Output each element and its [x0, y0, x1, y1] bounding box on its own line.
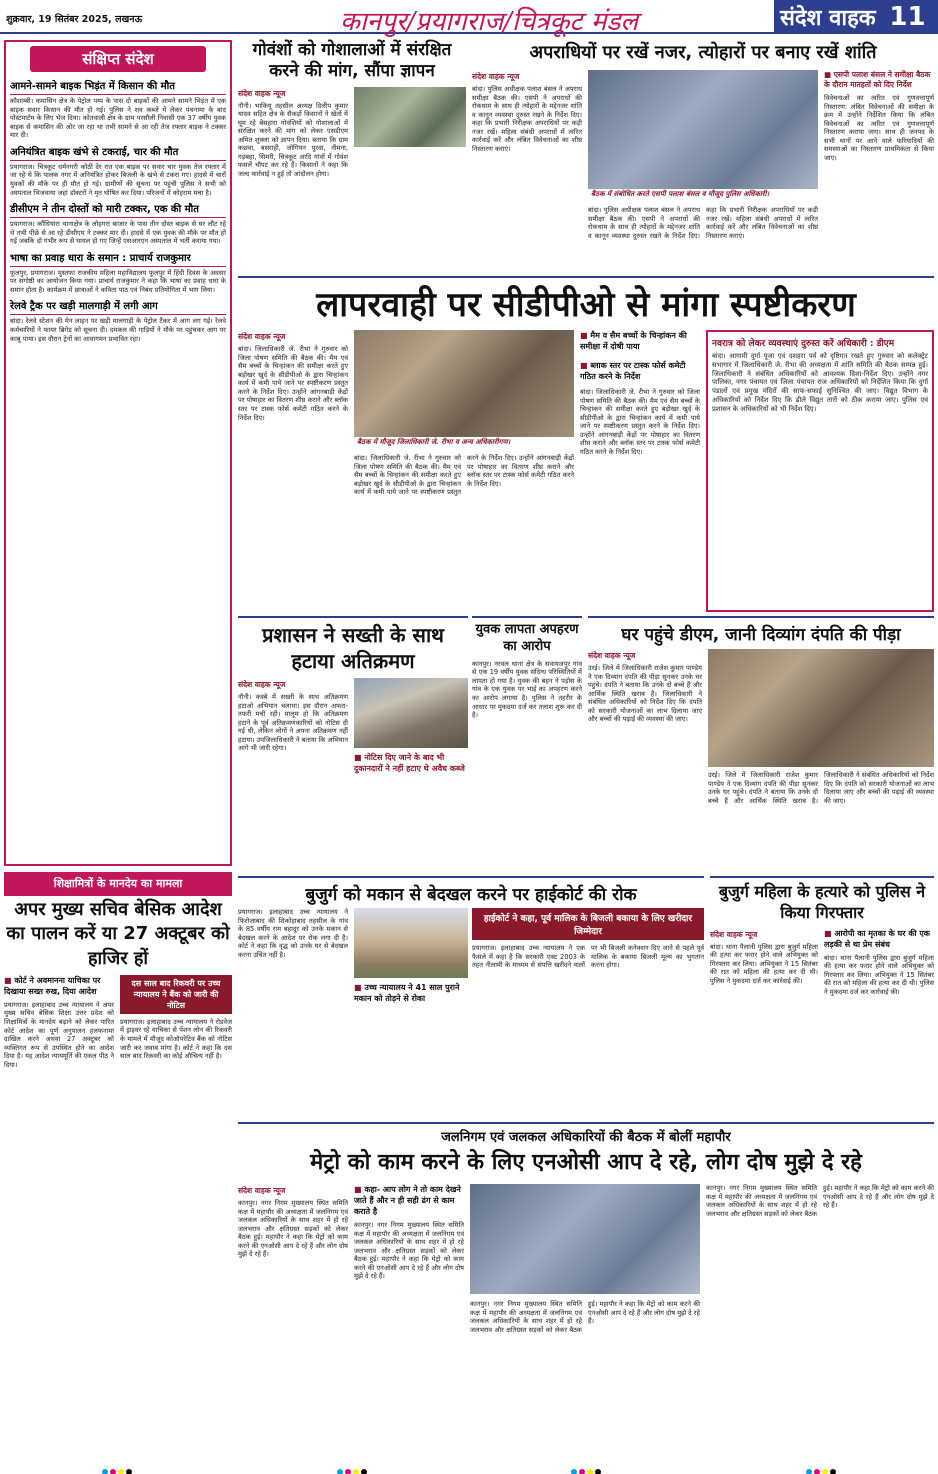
story-bullet: ■ उच्च न्यायालय ने 41 साल पुराने मकान को तोड़ने से रोका	[354, 982, 468, 1004]
color-dots	[805, 1460, 837, 1474]
brief-headline: अनियंत्रित बाइक खंभे से टकराई, चार की मौत	[10, 144, 226, 161]
story-headline: नवरात्र को लेकर व्यवस्थाएं दुरुस्त करें अधिकारी : डीएम	[712, 339, 895, 349]
story-bullet: ■ एसपी पलाश बंसल ने समीक्षा बैठक के दौरान मातहतों को दिए निर्देश	[824, 70, 934, 90]
story-kicker: जलनिगम एवं जलकल अधिकारियों की बैठक में बोलीं महापौर	[441, 1130, 731, 1145]
issue-date: शुक्रवार, 19 सितंबर 2025, लखनऊ	[6, 14, 143, 25]
brief-headline: डीसीएम ने तीन दोस्तों को मारी टक्कर, एक की मौत	[10, 201, 226, 218]
photo-caption: बैठक में संबोधित करते एसपी पलाश बंसल व मौजूद पुलिस अधिकारी।	[588, 189, 818, 200]
story-headline: युवक लापता अपहरण का आरोप	[475, 622, 579, 654]
story-side-body: विवेचनाओं का त्वरित एवं गुणवत्तापूर्ण निस्तारण: लंबित विवेचनाओं की समीक्षा के क्रम में उन्होंने निर्देशित किया कि लंबित विवेचनाओं का त्वरित एवं गुणवत्तापूर्ण निस्तारण कराया जाए। साथ ही जनपद के सभी थानों पर आने वाले फरियादियों की समस्याओं का निस्तारण प्राथमिकता से किया जाए।	[824, 94, 934, 162]
story-body: प्रयागराज। इलाहाबाद उच्च न्यायालय ने फिरोजाबाद की शिकोहाबाद तहसील के गांव के 85 वर्षीय राम बहादुर को उनके मकान से बेदखल करने के आदेश पर रोक लगा दी है। कोर्ट ने कहा कि वृद्ध को उनके घर से बेदखल करना उचित नहीं है।	[238, 908, 348, 959]
brief-body: फूलपुर, प्रयागराज। मुस्तफा राजकीय महिला महाविद्यालय फूलपुर में हिंदी दिवस के अवसर पर संगोष्ठी का आयोजन किया गया। प्राचार्य राजकुमार ने कहा कि भाषा का प्रवाह धारा के समान होता है। कार्यक्रम में छात्राओं ने कविता पाठ एवं निबंध प्रतियोगिता में भाग लिया।	[10, 268, 226, 294]
brand-name: संदेश वाहक	[780, 6, 876, 31]
story-body-continued: बांदा। थाना पैलानी पुलिस द्वारा बुजुर्ग महिला की हत्या कर फरार होने वाले अभियुक्त को गिरफ्तार कर लिया। अभियुक्त ने 15 सितंबर की रात को महिला की हत्या कर दी थी। पुलिस ने मुकदमा दर्ज कर कार्रवाई की।	[824, 953, 934, 996]
story-body-continued: कानपुर। नगर निगम मुख्यालय स्थित समिति कक्ष में महापौर की अध्यक्षता में जलनिगम एवं जलकल अधिकारियों के साथ शहर में हो रहे जलभराव और क्षतिग्रस्त सड़कों को लेकर बैठक हुई। महापौर ने कहा कि मेट्रो को काम करने की एनओसी आप दे रहे हैं और लोग दोष मुझे दे रहे हैं।	[706, 1184, 934, 1218]
story-credit: संदेश वाहक न्यूज	[238, 680, 286, 689]
story-body: बांदा। आगामी दुर्गा पूजा एवं दशहरा पर्व को दृष्टिगत रखते हुए गुरुवार को कलेक्ट्रेट सभागार में जिलाधिकारी जे. रीभा की अध्यक्षता में शांति समिति की बैठक सम्पन्न हुई। जिलाधिकारी ने संबंधित अधिकारियों को आवश्यक दिशा-निर्देश दिए। उन्होंने नगर पालिका, नगर पंचायत एवं जिला पंचायत राज अधिकारियों को निर्देशित किया कि दुर्गा पंडालों एवं प्रमुख मंदिरों की साफ-सफाई सुनिश्चित की जाए। विद्युत विभाग के अधिकारियों को निर्देश दिए कि ढीले विद्युत तारों को ठीक कराया जाए। पुलिस एवं प्रशासन के अधिकारियों को भी निर्देश दिए।	[712, 352, 928, 413]
story-missing-youth	[472, 616, 582, 872]
story-credit: संदेश वाहक न्यूज	[472, 72, 520, 81]
story-bullet: ■ नोटिस दिए जाने के बाद भी दुकानदारों ने नहीं हटाए थे अवैध कब्जे	[354, 752, 468, 774]
story-eviction-banner	[238, 876, 704, 906]
story9-headline: दस साल बाद रिकवरी पर उच्च न्यायालय ने बैंक को जारी की नोटिस	[120, 975, 232, 1014]
story-body-continued: कानपुर। नगर निगम मुख्यालय स्थित समिति कक्ष में महापौर की अध्यक्षता में जलनिगम एवं जलकल अधिकारियों के साथ शहर में हो रहे जलभराव और क्षतिग्रस्त सड़कों को लेकर बैठक हुई। महापौर ने कहा कि मेट्रो को काम करने की एनओसी आप दे रहे हैं और लोग दोष मुझे दे रहे हैं।	[470, 1300, 700, 1334]
story-credit: संदेश वाहक न्यूज	[588, 651, 636, 660]
story-body: बांदा। थाना पैलानी पुलिस द्वारा बुजुर्ग महिला की हत्या कर फरार होने वाले अभियुक्त को गिरफ्तार कर लिया। अभियुक्त ने 15 सितंबर की रात को महिला की हत्या कर दी थी। पुलिस ने मुकदमा दर्ज कर कार्रवाई की।	[710, 942, 818, 985]
story-body-continued: बांदा। पुलिस अधीक्षक पलाश बंसल ने अपराध समीक्षा बैठक की। एसपी ने अपराधों की रोकथाम के साथ ही त्योहारों के मद्देनजर शांति व कानून व्यवस्था दुरुस्त रखने के निर्देश दिए। कहा कि प्रभारी निरीक्षक अपराधियों पर कड़ी नजर रखें। महिला संबंधी अपराधों में त्वरित कार्रवाई करें और लंबित विवेचनाओं का शीघ्र निस्तारण कराएं।	[588, 206, 818, 240]
brief-headline: रेलवे ट्रैक पर खड़ी मालगाड़ी में लगी आग	[10, 298, 226, 315]
story-metro	[238, 1184, 934, 1464]
story-credit: संदेश वाहक न्यूज	[238, 332, 286, 341]
story9-body: प्रयागराज। इलाहाबाद उच्च न्यायालय ने रोडवेज में ड्राइवर रहे याचिका से पेंशन लोन की रिकवरी के मामले में मौजूद कोऑपरेटिव बैंक को नोटिस जारी कर जवाब मांगा है। कोर्ट ने कहा कि दस साल बाद रिकवरी का कोई औचित्य नहीं है।	[120, 1017, 232, 1061]
story-body-continued: बांदा। जिलाधिकारी जे. रीभा ने गुरुवार को जिला पोषण समिति की बैठक की। मैम एवं सैम बच्चों के चिन्हांकन की समीक्षा करते हुए बड़ोखर खुर्द के सीडीपीओ के द्वारा चिन्हांकन कार्य में कमी पाये जाने पर स्पष्टीकरण प्रस्तुत करने के निर्देश दिए। उन्होंने आंगनबाड़ी केंद्रों पर पोषाहार का वितरण शीघ्र कराने और ब्लॉक स्तर पर टास्क फोर्स कमेटी गठित करने के निर्देश दिए।	[354, 454, 574, 497]
news-photo	[354, 87, 466, 147]
story-headline: हाईकोर्ट ने कहा, पूर्व मालिक के बिजली बकाया के लिए खरीदार जिम्मेदार	[472, 908, 704, 940]
brief-item	[10, 78, 226, 140]
brief-item	[10, 298, 226, 343]
page-number: 11	[889, 2, 926, 32]
story-kicker: शिक्षामित्रों के मानदेय का मामला	[4, 872, 232, 896]
story-body: नौनी। भाकियू तहसील अध्यक्ष दिलीप कुमार यादव सहित क्षेत्र के सैकड़ों किसानों ने खेतों में घूम रहे बेसहारा गोवंशियों को गोशालाओं में संरक्षित करने की मांग को लेकर एसडीएम अमित शुक्ला को ज्ञापन दिया। बताया कि ग्राम कछवा, बसराही, जोगियन पुरवा, नीमना, गड़बहा, सिमरी, चित्रकूट आदि गांवों में गोवंश फसलें चौपट कर रहे हैं। किसानों ने कहा कि जल्द कार्रवाई न हुई तो आंदोलन होगा।	[238, 101, 348, 178]
story-metro-kicker	[238, 1122, 934, 1144]
story-headline: अपराधियों पर रखें नजर, त्योहारों पर बनाए रखें शांति	[529, 42, 877, 63]
news-photo	[470, 1184, 700, 1294]
brief-item	[10, 201, 226, 246]
story-bullet: ■ आरोपी का मृतका के घर की एक लड़की से था प्रेम संबंध	[824, 928, 934, 950]
story-shikshamitra	[4, 898, 232, 1464]
story-headline: लापरवाही पर सीडीपीओ से मांगा स्पष्टीकरण	[316, 285, 856, 325]
story-headline: अपर मुख्य सचिव बेसिक आदेश का पालन करें या 27 अक्टूबर को हाजिर हों	[6, 899, 230, 969]
brief-headline: आमने-सामने बाइक भिड़ंत में किसान की मौत	[10, 78, 226, 95]
story-credit: संदेश वाहक न्यूज	[710, 929, 758, 939]
story-bullet: ■ ब्लाक स्तर पर टास्क फोर्स कमेटी गठित करने के निर्देश	[580, 360, 700, 382]
news-photo	[354, 678, 468, 748]
story-headline: प्रशासन ने सख्ती के साथ हटाया अतिक्रमण	[262, 623, 444, 673]
brand-block	[774, 0, 938, 34]
story-body: कानपुर। नगर निगम मुख्यालय स्थित समिति कक्ष में महापौर की अध्यक्षता में जलनिगम एवं जलकल अधिकारियों के साथ शहर में हो रहे जलभराव और क्षतिग्रस्त सड़कों को लेकर बैठक हुई। महापौर ने कहा कि मेट्रो को काम करने की एनओसी आप दे रहे हैं और लोग दोष मुझे दे रहे हैं।	[238, 1199, 348, 1259]
story-credit: संदेश वाहक न्यूज	[238, 1186, 286, 1195]
news-photo	[354, 330, 574, 448]
brief-item	[10, 144, 226, 197]
news-photo	[588, 70, 818, 200]
story-bullet: ■ कोर्ट ने अवमानना याचिका पर दिखाया सख्त रुख, दिया आदेश	[4, 975, 114, 997]
story-body-continued: कानपुर। नगर निगम मुख्यालय स्थित समिति कक्ष में महापौर की अध्यक्षता में जलनिगम एवं जलकल अधिकारियों के साथ शहर में हो रहे जलभराव और क्षतिग्रस्त सड़कों को लेकर बैठक हुई। महापौर ने कहा कि मेट्रो को काम करने की एनओसी आप दे रहे हैं और लोग दोष मुझे दे रहे हैं।	[354, 1221, 464, 1281]
story-cdpo-banner	[238, 276, 934, 326]
story-body: प्रयागराज। इलाहाबाद उच्च न्यायालय ने अपर मुख्य सचिव बेसिक शिक्षा उत्तर प्रदेश को शिक्षामित्रों के मानदेय बढ़ाने को लेकर पारित कोर्ट आदेश का पूर्ण अनुपालन हलफनामा दाखिल करने अथवा 27 अक्टूबर को व्यक्तिगत रूप से उपस्थित होने का आदेश दिया है। यह आदेश न्यायमूर्ति की एकल पीठ ने दिया।	[4, 1000, 114, 1069]
story-body-continued: बांदा। जिलाधिकारी जे. रीभा ने गुरुवार को जिला पोषण समिति की बैठक की। मैम एवं सैम बच्चों के चिन्हांकन की समीक्षा करते हुए बड़ोखर खुर्द के सीडीपीओ के द्वारा चिन्हांकन कार्य में कमी पाये जाने पर स्पष्टीकरण प्रस्तुत करने के निर्देश दिए। उन्होंने आंगनबाड़ी केंद्रों पर पोषाहार का वितरण शीघ्र कराने और ब्लॉक स्तर पर टास्क फोर्स कमेटी गठित करने के निर्देश दिए।	[580, 388, 700, 456]
story-eviction	[238, 908, 468, 1118]
brief-headline: भाषा का प्रवाह धारा के समान : प्राचार्य राजकुमार	[10, 250, 226, 267]
story-body: नौनी। कस्बे में सख्ती के साथ अतिक्रमण हटाओ अभियान चलाया। इस दौरान अफरा-तफरी मची रही। मालूम हो कि अतिक्रमण हटाने के पूर्व अतिक्रमणकारियों को नोटिस दी गई थी, लेकिन लोगों ने अपना अतिक्रमण नहीं हटाया। उपजिलाधिकारी ने बताया कि अभियान आगे भी जारी रहेगा।	[238, 693, 348, 753]
brief-body: प्रयागराज। चित्रकूट धर्मनगरी कोठी देर रात एक बाइक पर सवार चार युवक तेज रफ्तार में जा रहे थे कि पालक नगर में अनियंत्रित होकर बिजली के खंभे से टकरा गए। हादसे में चारों युवकों की मौके पर ही मौत हो गई। ग्रामीणों की सूचना पर पहुंची पुलिस ने सभी को अस्पताल भिजवाया जहां डॉक्टरों ने मृत घोषित कर दिया। परिजनों में कोहराम मचा है।	[10, 162, 226, 197]
brief-body: कौशाम्बी। कमासिन क्षेत्र के पेट्रोल पम्प के पास दो बाइकों की आमने सामने भिड़ंत में एक बाइक सवार किसान की मौत हो गई। पुलिस ने शव कब्जे में लेकर पंचनामा के बाद पोस्टमार्टम के लिए भेज दिया। कोतवाली क्षेत्र के ग्राम परसौली निवासी एक 37 वर्षीय युवक बाइक से कमासिन की ओर जा रहा था तभी सामने से आ रही तेज रफ्तार बाइक ने टक्कर मार दी।	[10, 97, 226, 140]
story-headline: गोवंशों को गोशालाओं में संरक्षित करने की मांग, सौंपा ज्ञापन	[252, 40, 452, 82]
print-registration-marks	[0, 1464, 938, 1474]
story-body: प्रयागराज। इलाहाबाद उच्च न्यायालय ने एक फैसले में कहा है कि सरकारी एक्ट 2003 के तहत नीलामी के माध्यम से संपत्ति खरीदने वालों पर भी बिजली कनेक्शन दिए जाने से पहले पूर्व मालिक के बकाया बिजली मूल्य का भुगतान करना होगा।	[472, 944, 704, 970]
story-bullet: ■ मैम व सैम बच्चों के चिन्हांकन की समीक्षा में दोषी पाया	[580, 330, 700, 352]
story-murder-arrest	[710, 876, 934, 1118]
story-credit: संदेश वाहक न्यूज	[238, 88, 286, 98]
story-cdpo	[238, 330, 700, 612]
brief-news-box	[4, 40, 232, 866]
color-dots	[570, 1460, 602, 1474]
news-photo	[708, 649, 934, 767]
story-cow-shelter	[238, 40, 466, 272]
color-dots	[336, 1460, 368, 1474]
story-navratri-box	[706, 330, 934, 612]
story-encroachment	[238, 616, 468, 872]
brief-news-title: संक्षिप्त संदेश	[30, 46, 206, 72]
story-headline: बुजुर्ग को मकान से बेदखल करने पर हाईकोर्ट की रोक	[305, 885, 637, 905]
brief-body: प्रयागराज। कौंधियारा थानाक्षेत्र के लोहगरा बाजार के पास तीन दोस्त बाइक से घर लौट रहे थे तभी पीछे से आ रहे डीसीएम ने टक्कर मार दी। हादसे में एक युवक की मौके पर मौत हो गई जबकि दो गंभीर रूप से घायल हो गए जिन्हें एसआरएन अस्पताल में भर्ती कराया गया।	[10, 220, 226, 246]
story-metro-banner	[238, 1146, 934, 1182]
section-title: कानपुर/प्रयागराज/चित्रकूट मंडल	[340, 7, 638, 37]
story-headline: बुजुर्ग महिला के हत्यारे को पुलिस ने किया गिरफ्तार	[718, 882, 926, 922]
story-headline: मेट्रो को काम करने के लिए एनओसी आप दे रहे, लोग दोष मुझे दे रहे	[310, 1150, 862, 1175]
story-body: कानपुर। नरवल थाना क्षेत्र के सवायजपुर गांव से एक 19 वर्षीय युवक संदिग्ध परिस्थितियों में लापता हो गया है। युवक की बहन ने पड़ोस के गांव के एक युवक पर भाई का अपहरण करने का आरोप लगाया है। पुलिस ने तहरीर के आधार पर मुकदमा दर्ज कर तलाश शुरू कर दी है।	[472, 659, 582, 720]
story-dm-visit	[588, 616, 934, 872]
brief-body: बांदा। रेलवे स्टेशन की मेन लाइन पर खड़ी मालगाड़ी के पेट्रोल टैंकर में आग लग गई। रेलवे कर्मचारियों ने फायर ब्रिगेड को सूचना दी। दमकल की गाड़ियों ने मौके पर पहुंचकर आग पर काबू पाया। इस दौरान ट्रेनों का आवागमन प्रभावित रहा।	[10, 317, 226, 343]
story-headline: घर पहुंचे डीएम, जानी दिव्यांग दंपति की पीड़ा	[621, 625, 901, 645]
brief-item	[10, 250, 226, 295]
story-body: उरई। जिले में जिलाधिकारी राजेश कुमार पाण्डेय ने एक दिव्यांग दंपति की पीड़ा सुनकर उनके घर पहुंचे। दंपति ने बताया कि उनके दो बच्चे हैं और आर्थिक स्थिति खराब है। जिलाधिकारी ने संबंधित अधिकारियों को निर्देश दिए कि दंपति को सरकारी योजनाओं का लाभ दिलाया जाए और बच्चों की पढ़ाई की व्यवस्था की जाए।	[588, 664, 702, 724]
story-sp-meeting	[472, 40, 934, 272]
news-photo	[354, 908, 468, 978]
color-dots	[101, 1460, 133, 1474]
masthead	[0, 0, 938, 37]
story-electricity-dues	[472, 908, 704, 1118]
story-body: बांदा। पुलिस अधीक्षक पलाश बंसल ने अपराध समीक्षा बैठक की। एसपी ने अपराधों की रोकथाम के साथ ही त्योहारों के मद्देनजर शांति व कानून व्यवस्था दुरुस्त रखने के निर्देश दिए। कहा कि प्रभारी निरीक्षक अपराधियों पर कड़ी नजर रखें। महिला संबंधी अपराधों में त्वरित कार्रवाई करें और लंबित विवेचनाओं का शीघ्र निस्तारण कराएं।	[472, 85, 582, 153]
story-bullet: ■ कहा- आप लोग ने तो काम देखने जाते हैं और न ही सही ढंग से काम कराते है	[354, 1184, 464, 1217]
story-body: बांदा। जिलाधिकारी जे. रीभा ने गुरुवार को जिला पोषण समिति की बैठक की। मैम एवं सैम बच्चों के चिन्हांकन की समीक्षा करते हुए बड़ोखर खुर्द के सीडीपीओ के द्वारा चिन्हांकन कार्य में कमी पाये जाने पर स्पष्टीकरण प्रस्तुत करने के निर्देश दिए। उन्होंने आंगनबाड़ी केंद्रों पर पोषाहार का वितरण शीघ्र कराने और ब्लॉक स्तर पर टास्क फोर्स कमेटी गठित करने के निर्देश दिए।	[238, 345, 348, 422]
story-body-continued: उरई। जिले में जिलाधिकारी राजेश कुमार पाण्डेय ने एक दिव्यांग दंपति की पीड़ा सुनकर उनके घर पहुंचे। दंपति ने बताया कि उनके दो बच्चे हैं और आर्थिक स्थिति खराब है। जिलाधिकारी ने संबंधित अधिकारियों को निर्देश दिए कि दंपति को सरकारी योजनाओं का लाभ दिलाया जाए और बच्चों की पढ़ाई की व्यवस्था की जाए।	[708, 771, 934, 805]
photo-caption: बैठक में मौजूद जिलाधिकारी जे. रीभा व अन्य अधिकारीगण।	[354, 437, 574, 448]
